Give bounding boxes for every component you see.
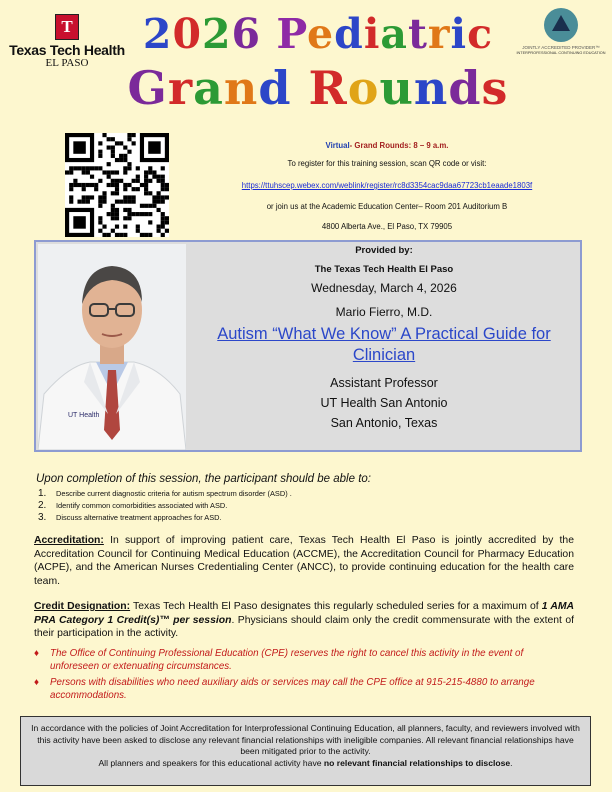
title-letter: i	[450, 10, 468, 58]
speaker-name: Mario Fierro, M.D.	[335, 305, 433, 319]
title-letter: o	[347, 61, 380, 115]
title-letter: r	[167, 61, 194, 115]
disclosure-text: In accordance with the policies of Joint Accreditation for Interprofessional Continuing Education, all planners, faculty, and reviewers involved with this activity have been asked to disclose any relevant financial relationships with ineligible companies. All relevant financial relationships have been mitigated prior to the activity.	[31, 723, 580, 757]
grand-rounds-time: - Grand Rounds: 8 – 9 a.m.	[349, 141, 449, 150]
notice-cancel: ♦ The Office of Continuing Professional Education (CPE) reserves the right to cancel this activity in the event of unforeseen or extenuating circumstances.	[34, 648, 524, 672]
logo-name: Texas Tech Health	[9, 42, 125, 58]
accreditation-line2: INTERPROFESSIONAL CONTINUING EDUCATION	[516, 51, 606, 55]
objectives-list	[38, 488, 292, 524]
title-letter: u	[379, 61, 414, 115]
title-letter: s	[481, 61, 509, 115]
title-letter: G	[127, 61, 168, 115]
register-link[interactable]: https://ttuhscep.webex.com/weblink/register/rc8d3354cac9daa67723cb1eaade1803f	[241, 181, 533, 190]
title-letter: e	[307, 10, 335, 58]
credit-amount: 1 AMA PRA Category 1 Credit(s)™ per session	[34, 601, 574, 626]
title-letter: R	[308, 61, 348, 115]
logo-campus: EL PASO	[45, 57, 89, 69]
accreditation-text: In support of improving patient care, Texas Tech Health El Paso is jointly accredited by the Accreditation Council for Continuing Medical Education (ACCME), the Accreditation Council for Pharmacy Education (ACPE), and the American Nurses Credentialing Center (ANCC), to provide continuing education for the health care team.	[34, 535, 574, 587]
speaker-institution: UT Health San Antonio	[320, 396, 448, 410]
objective-item: 1. Describe current diagnostic criteria for autism spectrum disorder (ASD) .	[38, 488, 292, 499]
disclosure-box	[20, 716, 591, 786]
title-letter: i	[363, 10, 381, 58]
speaker-photo	[38, 244, 186, 450]
joint-accreditation-logo	[512, 8, 610, 55]
title-letter: n	[223, 61, 259, 115]
register-link-row	[182, 181, 592, 191]
title-letter	[292, 61, 309, 115]
qr-code-icon	[65, 133, 169, 237]
objectives-heading: Upon completion of this session, the participant should be able to:	[36, 473, 371, 485]
credit-label: Credit Designation:	[34, 601, 131, 612]
speaker-credentials	[186, 373, 582, 433]
title-letter: a	[193, 61, 224, 115]
title-letter: 2	[201, 10, 232, 58]
accreditation-emblem-icon	[544, 8, 578, 42]
register-instructions: To register for this training session, scan QR code or visit:	[287, 159, 487, 168]
objective-item: 2. Identify common comorbidities associated with ASD.	[38, 500, 228, 511]
qr-code[interactable]	[65, 133, 169, 237]
title-letter: a	[380, 10, 408, 58]
provider-org: The Texas Tech Health El Paso	[314, 264, 454, 275]
accreditation-statement	[34, 534, 574, 588]
title-letter: c	[467, 10, 494, 58]
title-letter: d	[258, 61, 292, 115]
double-t-icon: T	[55, 14, 79, 40]
disclosure-summary: All planners and speakers for this educational activity have no relevant financial relationships to disclose.	[98, 757, 513, 768]
speaker-box	[34, 240, 582, 452]
title-letter: t	[407, 10, 428, 58]
page-title-line2	[124, 61, 512, 115]
texas-tech-health-logo	[8, 14, 126, 69]
credit-designation: Credit Designation: Texas Tech Health El Paso designates this regularly scheduled series for a maximum of 1 AMA PRA Category 1 Credit(s)™ per session. Physicians should claim only the credit commensurate with the extent of their participation in the activity.	[34, 601, 575, 639]
speaker-location: San Antonio, Texas	[330, 416, 438, 430]
title-letter: d	[448, 61, 482, 115]
join-location: or join us at the Academic Education Center– Room 201 Auditorium B	[266, 202, 508, 211]
title-letter: n	[413, 61, 449, 115]
title-letter	[261, 10, 276, 58]
provided-by-label: Provided by:	[355, 245, 413, 256]
page-title-line1	[124, 12, 512, 56]
event-date: Wednesday, March 4, 2026	[311, 281, 457, 295]
notices	[34, 647, 574, 705]
notice-accommodations: ♦ Persons with disabilities who need auxiliary aids or services may call the CPE office at 915-215-4880 to arrange accommodations.	[34, 677, 535, 701]
speaker-position: Assistant Professor	[330, 376, 438, 390]
diamond-bullet-icon: ♦	[34, 648, 39, 659]
accreditation-label: Accreditation:	[34, 535, 104, 546]
title-letter: 2	[142, 10, 173, 58]
objective-item: 3. Discuss alternative treatment approaches for ASD.	[38, 512, 222, 523]
address: 4800 Alberta Ave., El Paso, TX 79905	[321, 222, 453, 231]
coat-label: UT Health	[68, 412, 100, 419]
accreditation-line1: JOINTLY ACCREDITED PROVIDER™	[522, 45, 600, 50]
title-letter: d	[334, 10, 364, 58]
title-letter: r	[427, 10, 451, 58]
title-letter: 0	[172, 10, 202, 58]
virtual-label: Virtual	[325, 141, 350, 150]
title-letter: P	[276, 10, 308, 58]
event-time	[182, 141, 592, 151]
session-topic-link[interactable]: Autism “What We Know” A Practical Guide for Clinician	[217, 325, 551, 364]
title-letter: 6	[231, 10, 262, 58]
diamond-bullet-icon: ♦	[34, 677, 39, 688]
